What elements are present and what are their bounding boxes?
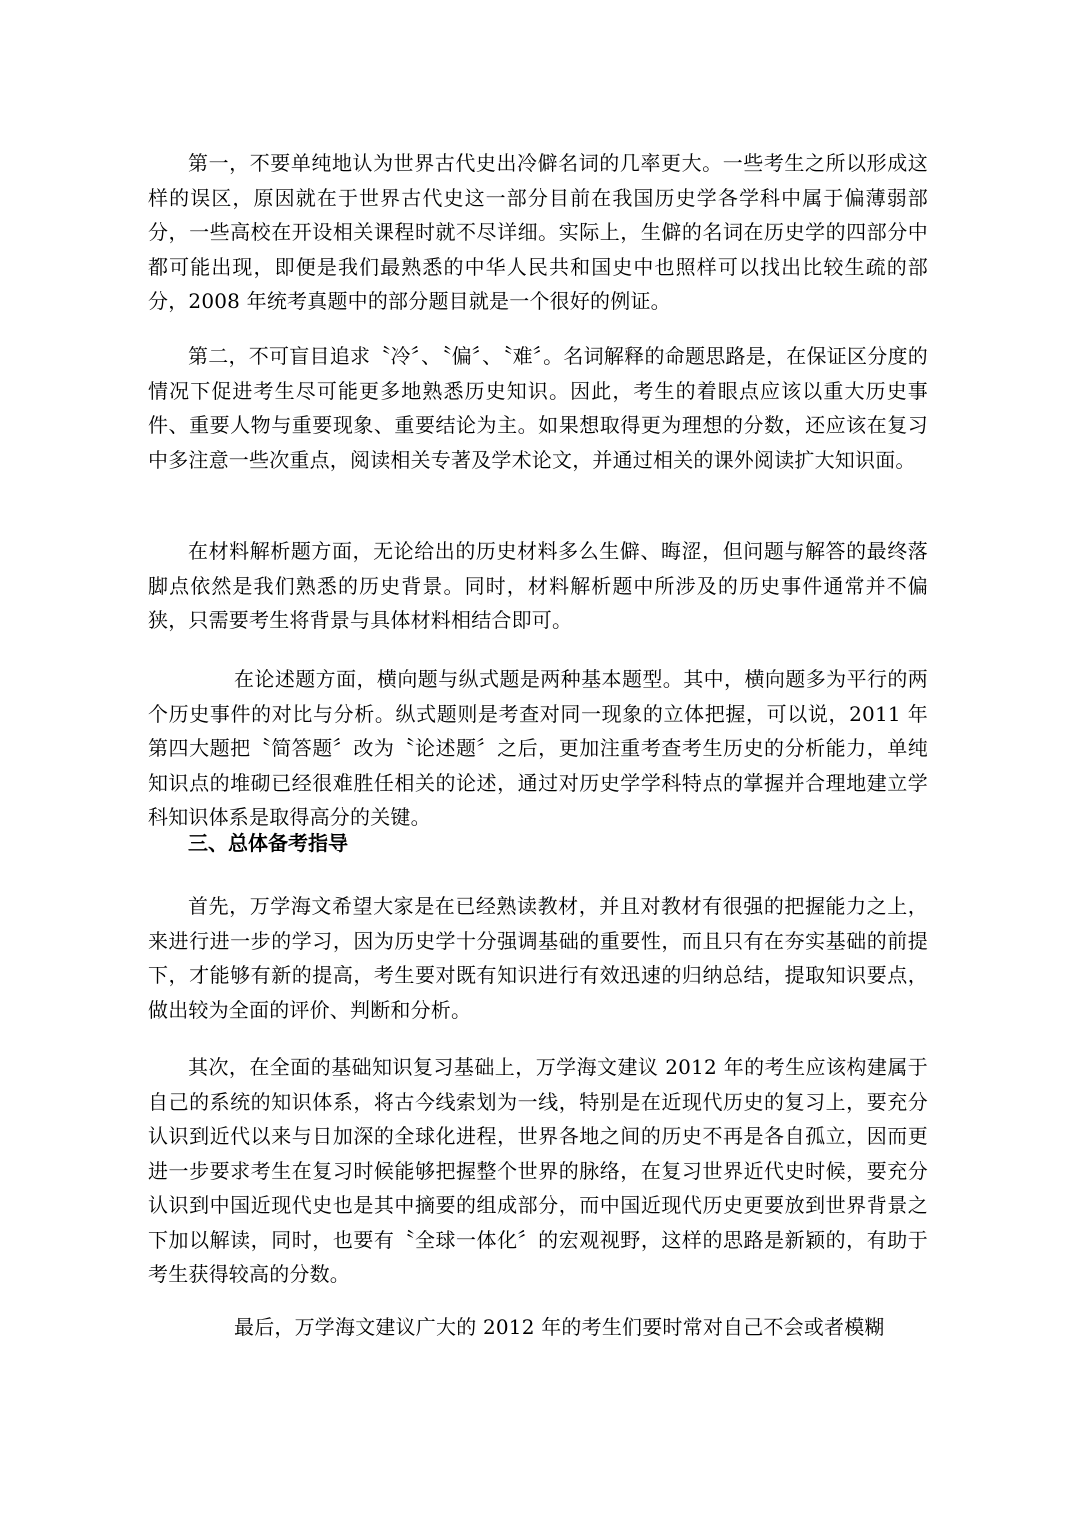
paragraph-3: 在材料解析题方面，无论给出的历史材料多么生僻、晦涩，但问题与解答的最终落脚点依然是我们熟悉的历史背景。同时，材料解析题中所涉及的历史事件通常并不偏狭，只需要考生将背景与具体材料相结合即可。 (148, 539, 928, 632)
section-heading: 三、总体备考指导 (188, 831, 348, 855)
paragraph-5: 首先，万学海文希望大家是在已经熟读教材，并且对教材有很强的把握能力之上，来进行进一步的学习，因为历史学十分强调基础的重要性，而且只有在夯实基础的前提下，才能够有新的提高，考生要对既有知识进行有效迅速的归纳总结，提取知识要点，做出较为全面的评价、判断和分析。 (148, 894, 928, 1022)
paragraph-7: 最后，万学海文建议广大的 2012 年的考生们要时常对自己不会或者模糊 (234, 1315, 885, 1339)
paragraph-1: 第一，不要单纯地认为世界古代史出冷僻名词的几率更大。一些考生之所以形成这样的误区，原因就在于世界古代史这一部分目前在我国历史学各学科中属于偏薄弱部分，一些高校在开设相关课程时就不尽详细。实际上，生僻的名词在历史学的四部分中都可能出现，即便是我们最熟悉的中华人民共和国史中也照样可以找出比较生疏的部分，2008 年统考真题中的部分题目就是一个很好的例证。 (148, 151, 928, 313)
paragraph-6: 其次，在全面的基础知识复习基础上，万学海文建议 2012 年的考生应该构建属于自己的系统的知识体系，将古今线索划为一线，特别是在近现代历史的复习上，要充分认识到近代以来与日加深的全球化进程，世界各地之间的历史不再是各自孤立，因而更进一步要求考生在复习时候能够把握整个世界的脉络，在复习世界近代史时候，要充分认识到中国近现代史也是其中摘要的组成部分，而中国近现代历史更要放到世界背景之下加以解读，同时，也要有〝全球一体化〞的宏观视野，这样的思路是新颖的，有助于考生获得较高的分数。 (148, 1055, 928, 1286)
paragraph-2: 第二，不可盲目追求〝冷〞、〝偏〞、〝难〞。名词解释的命题思路是，在保证区分度的情况下促进考生尽可能更多地熟悉历史知识。因此，考生的着眼点应该以重大历史事件、重要人物与重要现象、重要结论为主。如果想取得更为理想的分数，还应该在复习中多注意一些次重点，阅读相关专著及学术论文，并通过相关的课外阅读扩大知识面。 (148, 344, 928, 472)
paragraph-4: 在论述题方面，横向题与纵式题是两种基本题型。其中，横向题多为平行的两个历史事件的对比与分析。纵式题则是考查对同一现象的立体把握，可以说，2011 年第四大题把〝简答题〞改为〝论述题〞之后，更加注重考查考生历史的分析能力，单纯知识点的堆砌已经很难胜任相关的论述，通过对历史学学科特点的掌握并合理地建立学科知识体系是取得高分的关键。 (148, 667, 928, 829)
